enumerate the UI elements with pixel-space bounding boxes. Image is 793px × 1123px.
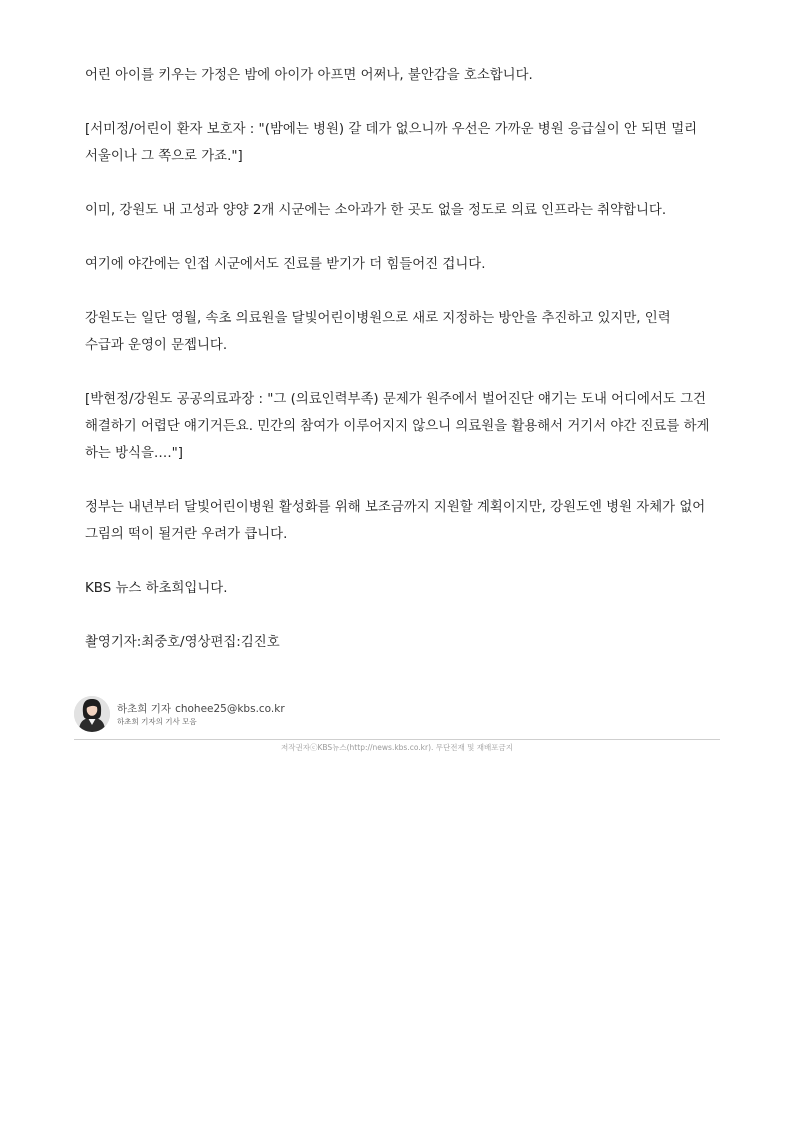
reporter-card: [74, 695, 285, 733]
reporter-name[interactable]: 하초희 기자: [117, 702, 172, 715]
footer-divider: [74, 739, 720, 740]
article-paragraph: 강원도는 일단 영월, 속초 의료원을 달빛어린이병원으로 새로 지정하는 방안을 추진하고 있지만, 인력 수급과 운영이 문젭니다.: [85, 311, 671, 353]
avatar[interactable]: [74, 696, 110, 732]
article-paragraph: 이미, 강원도 내 고성과 양양 2개 시군에는 소아과가 한 곳도 없을 정도로 의료 인프라는 취약합니다.: [85, 203, 667, 218]
article-credits: 촬영기자:최중호/영상편집:김진호: [85, 635, 280, 650]
article-paragraph: 정부는 내년부터 달빛어린이병원 활성화를 위해 보조금까지 지원할 계획이지만, 강원도엔 병원 자체가 없어 그림의 떡이 될거란 우려가 큽니다.: [85, 500, 706, 542]
article-quote: [박현정/강원도 공공의료과장 : "그 (의료인력부족) 문제가 원주에서 벌어진단 얘기는 도내 어디에서도 그건 해결하기 어렵단 얘기거든요. 민간의 참여가 이루어지지 않으니 의료원을 활용해서 거기서 야간 진료를 하게 하는 방식을…."]: [85, 392, 710, 461]
article-paragraph: 여기에 야간에는 인접 시군에서도 진료를 받기가 더 힘들어진 겁니다.: [85, 257, 486, 272]
article-quote: [서미정/어린이 환자 보호자 : "(밤에는 병원) 갈 데가 없으니까 우선은 가까운 병원 응급실이 안 되면 멀리 서울이나 그 쪽으로 가죠."]: [85, 122, 698, 164]
article-signoff: KBS 뉴스 하초희입니다.: [85, 581, 228, 596]
reporter-articles-link[interactable]: 하초희 기자의 기사 모음: [117, 716, 197, 726]
article-body: [85, 62, 710, 656]
reporter-email[interactable]: chohee25@kbs.co.kr: [175, 702, 285, 715]
reporter-photo-icon: [74, 696, 110, 732]
article-paragraph: 어린 아이를 키우는 가정은 밤에 아이가 아프면 어쩌나, 불안감을 호소합니다.: [85, 68, 533, 83]
reporter-byline: [117, 702, 285, 716]
copyright-notice: 저작권자ⓒKBS뉴스(http://news.kbs.co.kr). 무단전재 및 재배포금지: [280, 743, 514, 752]
